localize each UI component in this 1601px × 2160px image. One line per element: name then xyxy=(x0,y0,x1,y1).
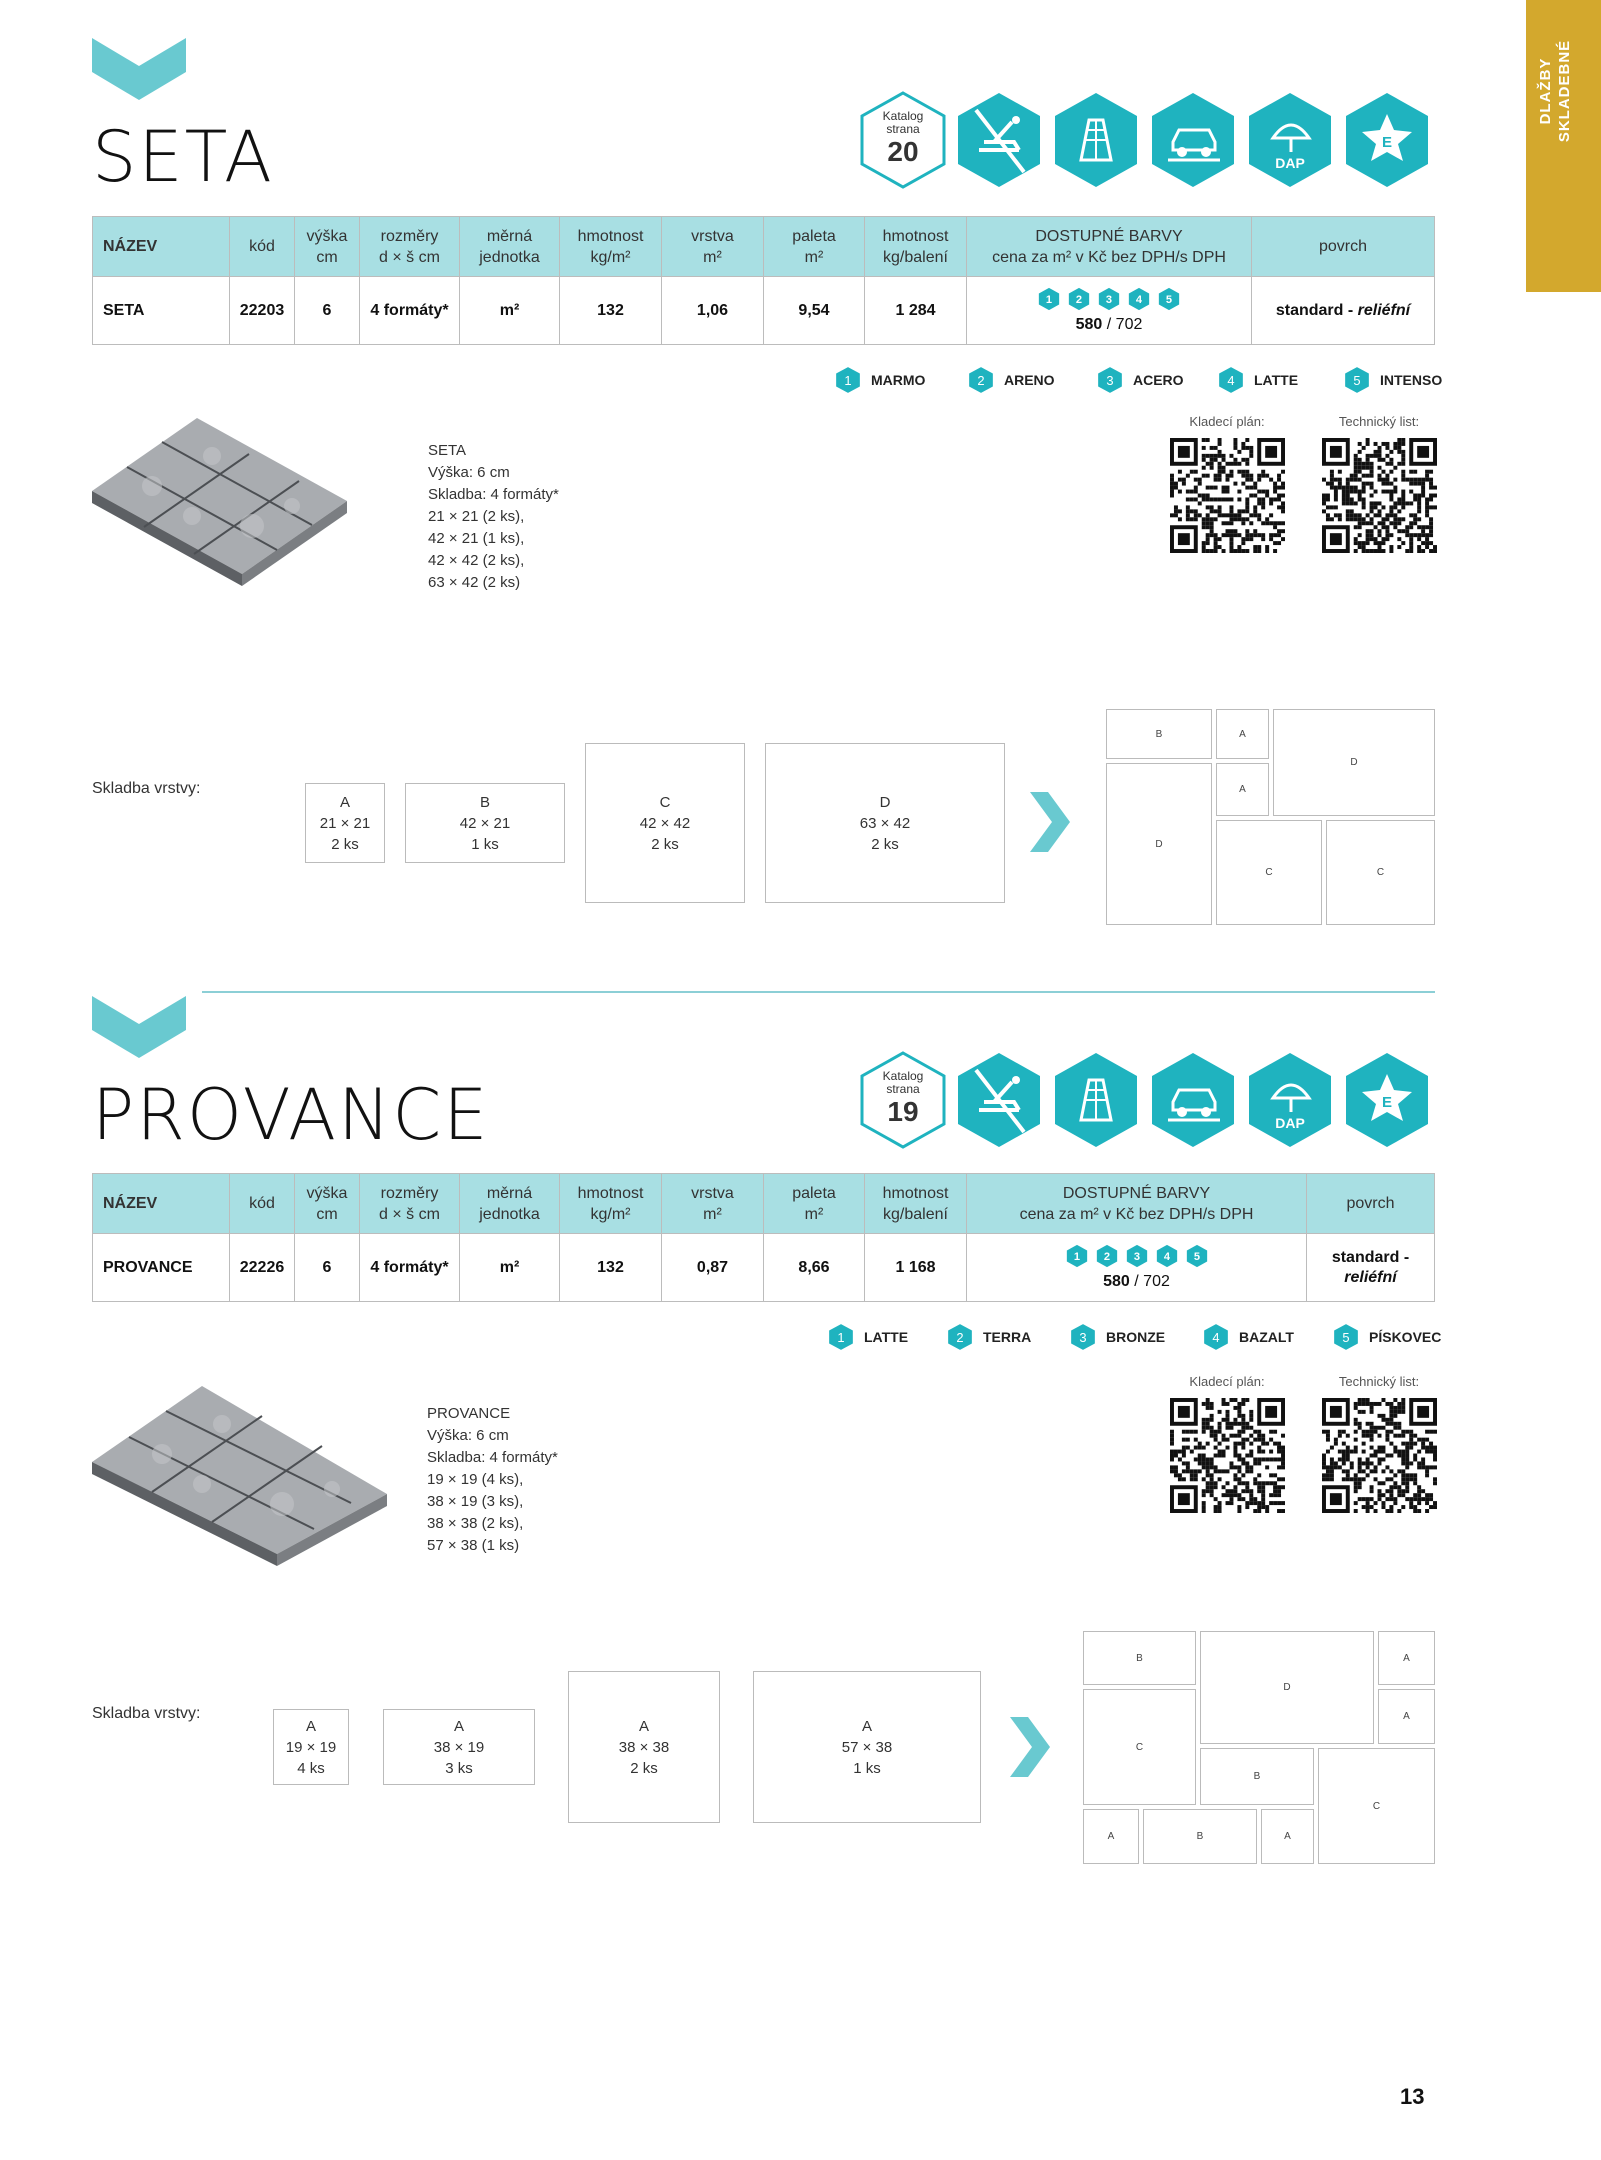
cell-colors xyxy=(967,277,1252,345)
qr-label-techsheet: Technický list: xyxy=(1338,1374,1420,1389)
color-swatch-2[interactable] xyxy=(1095,1244,1119,1268)
tile-format-box xyxy=(405,783,565,863)
col-weight: hmotnost kg/m² xyxy=(560,217,662,277)
col-height: výška cm xyxy=(295,1174,360,1234)
format-line: 1 ks xyxy=(471,835,499,853)
col-height: výška cm xyxy=(295,217,360,277)
svg-text:5: 5 xyxy=(1193,1251,1200,1264)
dap-umbrella-icon[interactable] xyxy=(1245,90,1335,190)
qr-label-techsheet: Technický list: xyxy=(1338,414,1420,429)
cell-weight: 132 xyxy=(560,277,662,345)
format-line: A xyxy=(861,1717,872,1735)
no-vibration-icon[interactable] xyxy=(954,1050,1044,1150)
cell-name: SETA xyxy=(93,277,230,345)
pattern-tile: D xyxy=(1273,709,1435,816)
surface-relief: reliéfní xyxy=(1344,1268,1397,1286)
format-line: 1 ks xyxy=(853,1759,881,1777)
color-legend-item xyxy=(968,366,1055,394)
format-line: 4 ks xyxy=(297,1759,325,1777)
cell-height: 6 xyxy=(295,1234,360,1302)
description-line: 42 × 42 (2 ks), xyxy=(428,552,525,569)
cell-pallet: 8,66 xyxy=(764,1234,865,1302)
cell-surface xyxy=(1307,1234,1435,1302)
qr-label-laying: Kladecí plán: xyxy=(1189,414,1265,429)
description-line: 63 × 42 (2 ks) xyxy=(428,574,521,591)
format-line: 2 ks xyxy=(871,835,899,853)
product-description xyxy=(427,1403,558,1557)
pattern-tile: D xyxy=(1106,763,1212,925)
price-net: 580 xyxy=(1075,316,1103,333)
pattern-tile: B xyxy=(1106,709,1212,759)
pattern-tile: C xyxy=(1318,1748,1435,1864)
svg-text:4: 4 xyxy=(1212,1329,1220,1345)
surface-standard: standard - xyxy=(1275,301,1358,319)
col-pallet: paleta m² xyxy=(764,217,865,277)
pattern-tile: C xyxy=(1216,820,1322,925)
color-name: MARMO xyxy=(871,372,926,388)
format-line: 63 × 42 xyxy=(859,814,911,832)
description-line: Výška: 6 cm xyxy=(428,464,510,481)
tile-format-box xyxy=(305,783,385,863)
section-divider xyxy=(202,991,1435,993)
svg-text:2: 2 xyxy=(977,372,985,388)
cell-weight-pack: 1 284 xyxy=(865,277,967,345)
tile-format-box xyxy=(273,1709,349,1785)
svg-text:3: 3 xyxy=(1133,1251,1140,1264)
color-swatch-3[interactable] xyxy=(1097,287,1121,311)
color-legend-item xyxy=(1218,366,1298,394)
color-swatch-1[interactable] xyxy=(1065,1244,1089,1268)
color-name: BAZALT xyxy=(1239,1329,1294,1345)
product-image-provance xyxy=(92,1384,392,1570)
description-line: Skladba: 4 formáty* xyxy=(427,1449,558,1466)
color-number-icon xyxy=(1218,366,1244,394)
svg-text:5: 5 xyxy=(1353,372,1361,388)
format-line: 21 × 21 xyxy=(319,814,371,832)
paving-icon[interactable] xyxy=(1051,90,1141,190)
color-name: BRONZE xyxy=(1106,1329,1166,1345)
qr-label-laying: Kladecí plán: xyxy=(1189,1374,1265,1389)
color-swatch-5[interactable] xyxy=(1185,1244,1209,1268)
col-name: NÁZEV xyxy=(93,217,230,277)
description-line: 21 × 21 (2 ks), xyxy=(428,508,525,525)
svg-text:1: 1 xyxy=(1073,1251,1080,1264)
format-line: 2 ks xyxy=(331,835,359,853)
format-line: 2 ks xyxy=(651,835,679,853)
description-line: 38 × 38 (2 ks), xyxy=(427,1515,524,1532)
spec-table-seta xyxy=(92,216,1435,345)
format-line: 38 × 19 xyxy=(433,1738,485,1756)
col-code: kód xyxy=(230,217,295,277)
color-name: TERRA xyxy=(983,1329,1032,1345)
paving-icon[interactable] xyxy=(1051,1050,1141,1150)
color-legend-item xyxy=(1333,1323,1441,1351)
color-legend-item xyxy=(835,366,925,394)
pattern-tile: A xyxy=(1216,709,1269,759)
cell-code: 22203 xyxy=(230,277,295,345)
format-line: A xyxy=(638,1717,649,1735)
qr-code-laying-plan[interactable] xyxy=(1170,438,1285,553)
description-line: Výška: 6 cm xyxy=(427,1427,509,1444)
svg-text:2: 2 xyxy=(1103,1251,1110,1264)
side-tab-line2: SKLADEBNÉ xyxy=(1556,39,1573,143)
product-title-seta: SETA xyxy=(92,116,274,198)
e-star-icon[interactable] xyxy=(1342,1050,1432,1150)
format-line: 19 × 19 xyxy=(285,1738,337,1756)
qr-code-tech-sheet[interactable] xyxy=(1322,438,1437,553)
format-line: 57 × 38 xyxy=(841,1738,893,1756)
cell-height: 6 xyxy=(295,277,360,345)
svg-text:4: 4 xyxy=(1163,1251,1170,1264)
color-legend-item xyxy=(1203,1323,1294,1351)
format-line: B xyxy=(479,793,490,811)
color-number-icon xyxy=(947,1323,973,1351)
pattern-tile: A xyxy=(1261,1809,1314,1864)
pattern-tile: D xyxy=(1200,1631,1374,1744)
color-swatch-4[interactable] xyxy=(1155,1244,1179,1268)
col-layer: vrstva m² xyxy=(662,217,764,277)
chevron-down-icon xyxy=(92,996,186,1058)
tile-format-box xyxy=(568,1671,720,1823)
spec-table-provance xyxy=(92,1173,1435,1302)
pattern-tile: A xyxy=(1216,763,1269,816)
format-line: 3 ks xyxy=(445,1759,473,1777)
layer-composition-label: Skladba vrstvy: xyxy=(92,1705,201,1722)
pattern-tile: B xyxy=(1200,1748,1314,1805)
description-line: SETA xyxy=(428,442,467,459)
svg-text:1: 1 xyxy=(837,1329,845,1345)
col-weight: hmotnost kg/m² xyxy=(560,1174,662,1234)
cell-pallet: 9,54 xyxy=(764,277,865,345)
chevron-down-icon xyxy=(92,38,186,100)
col-dims: rozměry d × š cm xyxy=(360,217,460,277)
page-number: 13 xyxy=(1400,2084,1425,2109)
svg-text:4: 4 xyxy=(1227,372,1235,388)
price-gross: / 702 xyxy=(1102,316,1143,333)
pattern-tile: A xyxy=(1378,1689,1435,1744)
chevron-right-icon xyxy=(1030,792,1070,852)
pattern-tile: A xyxy=(1083,1809,1139,1864)
color-swatch-4[interactable] xyxy=(1127,287,1151,311)
svg-text:1: 1 xyxy=(844,372,852,388)
e-star-icon[interactable] xyxy=(1342,90,1432,190)
format-line: D xyxy=(879,793,891,811)
product-title-provance: PROVANCE xyxy=(92,1074,490,1156)
price-gross: / 702 xyxy=(1129,1273,1170,1290)
color-legend-item xyxy=(1097,366,1184,394)
description-line: 57 × 38 (1 ks) xyxy=(427,1537,520,1554)
qr-code-laying-plan[interactable] xyxy=(1170,1398,1285,1513)
svg-text:3: 3 xyxy=(1106,372,1114,388)
car-icon[interactable] xyxy=(1148,1050,1238,1150)
layer-composition-label: Skladba vrstvy: xyxy=(92,780,201,797)
cell-code: 22226 xyxy=(230,1234,295,1302)
qr-code-tech-sheet[interactable] xyxy=(1322,1398,1437,1513)
cell-dims: 4 formáty* xyxy=(360,277,460,345)
table-row xyxy=(93,1234,1435,1302)
color-swatch-2[interactable] xyxy=(1067,287,1091,311)
col-unit: měrná jednotka xyxy=(460,217,560,277)
color-number-icon xyxy=(1070,1323,1096,1351)
cell-name: PROVANCE xyxy=(93,1234,230,1302)
color-name: PÍSKOVEC xyxy=(1369,1329,1442,1345)
tile-format-box xyxy=(383,1709,535,1785)
product-image-seta xyxy=(92,416,352,600)
color-number-icon xyxy=(835,366,861,394)
col-surface: povrch xyxy=(1307,1174,1435,1234)
cell-weight-pack: 1 168 xyxy=(865,1234,967,1302)
surface-relief: reliéfní xyxy=(1357,301,1411,319)
dap-umbrella-icon[interactable] xyxy=(1245,1050,1335,1150)
svg-text:3: 3 xyxy=(1105,294,1113,307)
svg-text:DAP: DAP xyxy=(1275,155,1305,171)
cell-unit: m² xyxy=(460,277,560,345)
color-legend-item xyxy=(947,1323,1031,1351)
cell-colors xyxy=(967,1234,1307,1302)
svg-text:5: 5 xyxy=(1342,1329,1350,1345)
color-swatch-3[interactable] xyxy=(1125,1244,1149,1268)
pattern-tile: A xyxy=(1378,1631,1435,1685)
tile-format-box xyxy=(765,743,1005,903)
pattern-tile: B xyxy=(1083,1631,1196,1685)
color-name: LATTE xyxy=(864,1329,909,1345)
color-legend-item xyxy=(828,1323,908,1351)
col-unit: měrná jednotka xyxy=(460,1174,560,1234)
cell-surface xyxy=(1252,277,1435,345)
color-number-icon xyxy=(1097,366,1123,394)
col-weight-pack: hmotnost kg/balení xyxy=(865,1174,967,1234)
side-tab-line1: DLAŽBY xyxy=(1537,57,1554,125)
pattern-tile: B xyxy=(1143,1809,1257,1864)
cell-dims: 4 formáty* xyxy=(360,1234,460,1302)
catalog-label: Katalog strana xyxy=(882,1069,924,1096)
format-line: 2 ks xyxy=(630,1759,658,1777)
pattern-tile: C xyxy=(1083,1689,1196,1805)
col-layer: vrstva m² xyxy=(662,1174,764,1234)
color-swatch-1[interactable] xyxy=(1037,287,1061,311)
color-number-icon xyxy=(1344,366,1370,394)
svg-text:4: 4 xyxy=(1135,294,1143,307)
col-weight-pack: hmotnost kg/balení xyxy=(865,217,967,277)
description-line: 38 × 19 (3 ks), xyxy=(427,1493,524,1510)
col-surface: povrch xyxy=(1252,217,1435,277)
svg-text:1: 1 xyxy=(1045,294,1053,307)
cell-layer: 0,87 xyxy=(662,1234,764,1302)
col-colors: DOSTUPNÉ BARVY cena za m² v Kč bez DPH/s DPH xyxy=(967,1174,1307,1234)
no-vibration-icon[interactable] xyxy=(954,90,1044,190)
description-line: Skladba: 4 formáty* xyxy=(428,486,559,503)
catalog-page-number: 19 xyxy=(887,1096,919,1127)
color-name: ACERO xyxy=(1133,372,1184,388)
svg-text:E: E xyxy=(1381,134,1393,151)
tile-format-box xyxy=(585,743,745,903)
cell-unit: m² xyxy=(460,1234,560,1302)
pattern-tile: C xyxy=(1326,820,1435,925)
format-line: C xyxy=(659,793,671,811)
color-name: INTENSO xyxy=(1380,372,1443,388)
tile-format-box xyxy=(753,1671,981,1823)
color-legend-item xyxy=(1070,1323,1165,1351)
color-number-icon xyxy=(1203,1323,1229,1351)
svg-text:5: 5 xyxy=(1165,294,1173,307)
format-line: A xyxy=(453,1717,464,1735)
description-line: 42 × 21 (1 ks), xyxy=(428,530,525,547)
surface-standard: standard - xyxy=(1331,1248,1410,1266)
format-line: 42 × 21 xyxy=(459,814,511,832)
price-net: 580 xyxy=(1103,1273,1130,1290)
col-pallet: paleta m² xyxy=(764,1174,865,1234)
catalog-page-badge[interactable] xyxy=(858,1070,948,1128)
catalog-page-badge[interactable] xyxy=(858,110,948,168)
catalog-label: Katalog strana xyxy=(882,109,924,136)
color-swatch-5[interactable] xyxy=(1157,287,1181,311)
format-line: 38 × 38 xyxy=(618,1738,670,1756)
svg-text:E: E xyxy=(1381,1094,1393,1111)
svg-text:3: 3 xyxy=(1079,1329,1087,1345)
format-line: 42 × 42 xyxy=(639,814,691,832)
car-icon[interactable] xyxy=(1148,90,1238,190)
description-line: PROVANCE xyxy=(427,1405,511,1422)
color-number-icon xyxy=(1333,1323,1359,1351)
cell-layer: 1,06 xyxy=(662,277,764,345)
col-name: NÁZEV xyxy=(93,1174,230,1234)
format-line: A xyxy=(339,793,350,811)
col-colors: DOSTUPNÉ BARVY cena za m² v Kč bez DPH/s DPH xyxy=(967,217,1252,277)
catalog-page-number: 20 xyxy=(887,136,919,167)
chevron-right-icon xyxy=(1010,1717,1050,1777)
svg-text:2: 2 xyxy=(956,1329,964,1345)
format-line: A xyxy=(305,1717,316,1735)
color-name: LATTE xyxy=(1254,372,1299,388)
product-description xyxy=(428,440,559,594)
table-row xyxy=(93,277,1435,345)
svg-text:DAP: DAP xyxy=(1275,1115,1305,1131)
color-name: ARENO xyxy=(1004,372,1055,388)
col-code: kód xyxy=(230,1174,295,1234)
color-number-icon xyxy=(968,366,994,394)
cell-weight: 132 xyxy=(560,1234,662,1302)
color-number-icon xyxy=(828,1323,854,1351)
color-legend-item xyxy=(1344,366,1442,394)
svg-text:2: 2 xyxy=(1075,294,1083,307)
col-dims: rozměry d × š cm xyxy=(360,1174,460,1234)
description-line: 19 × 19 (4 ks), xyxy=(427,1471,524,1488)
category-side-tab[interactable] xyxy=(1526,0,1601,292)
